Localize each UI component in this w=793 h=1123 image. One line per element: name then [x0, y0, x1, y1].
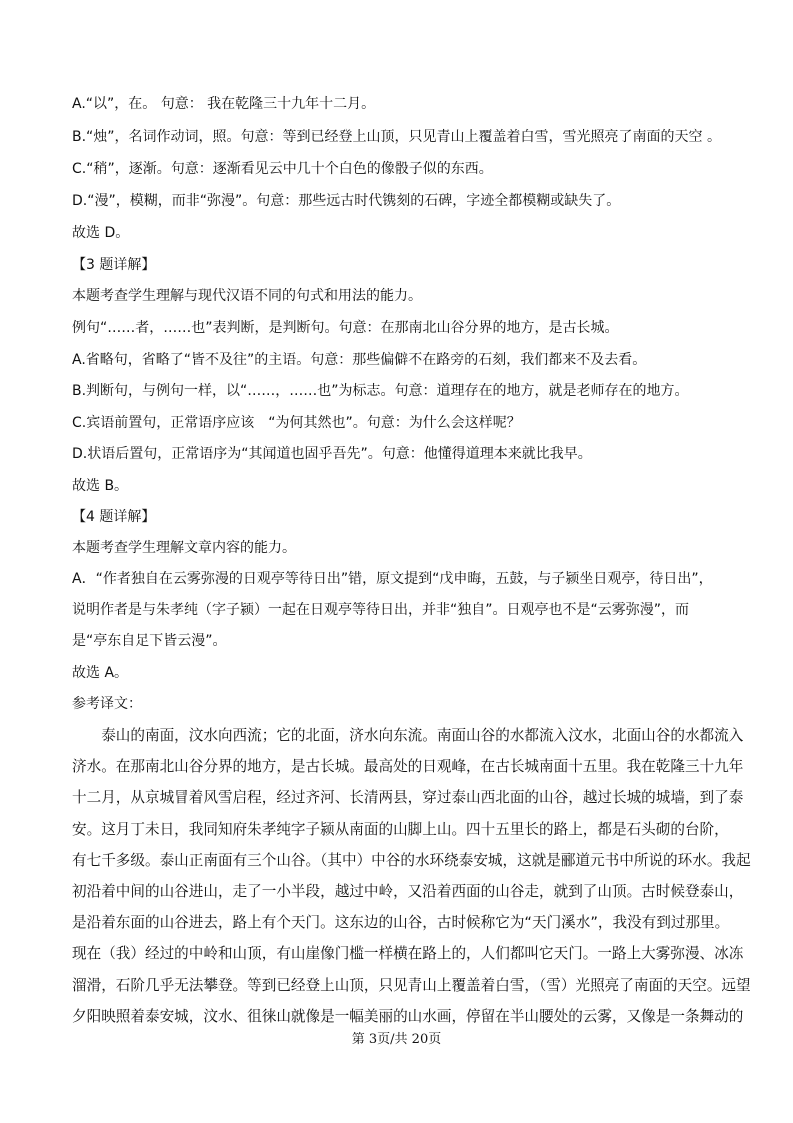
option-c-explanation: C.宾语前置句，正常语序应该 “为何其然也”。句意：为什么会这样呢？ [72, 415, 521, 431]
translation-line: 泰山的南面，汶水向西流；它的北面，济水向东流。南面山谷的水都流入汶水，北面山谷的水都流入 [72, 727, 744, 744]
answer-line: 故选 A。 [72, 665, 129, 681]
translation-line: 有七千多级。泰山正南面有三个山谷。（其中）中谷的水环绕泰安城，这就是郦道元书中所说的环水。我起 [72, 852, 751, 869]
translation-line: 溜滑，石阶几乎无法攀登。等到已经登上山顶，只见青山上覆盖着白雪，（雪）光照亮了南面的天空。远望 [72, 977, 751, 994]
option-a-explanation: A.省略句，省略了“皆不及往”的主语。句意：那些偏僻不在路旁的石刻，我们都来不及去看。 [72, 352, 647, 368]
option-d-explanation: D.状语后置句，正常语序为“其闻道也固乎吾先”。句意：他懂得道理本来就比我早。 [72, 446, 592, 462]
option-a-explanation: A．“作者独自在云雾弥漫的日观亭等待日出”错，原文提到“戊申晦，五鼓，与子颍坐日观亭，待日出”， [72, 571, 713, 587]
option-a-explanation: A.“以”，在。 句意： 我在乾隆三十九年十二月。 [72, 96, 376, 112]
section-heading: 【3 题详解】 [72, 257, 156, 273]
translation-line: 安。这月丁未日，我同知府朱孝纯字子颍从南面的山脚上山。四十五里长的路上，都是石头砌的台阶， [72, 821, 729, 838]
translation-heading: 参考译文： [72, 696, 142, 712]
option-b-explanation: B.判断句，与例句一样，以“……，……也”为标志。句意：道理存在的地方，就是老师存在的地方。 [72, 383, 689, 399]
translation-line: 十二月，从京城冒着风雪启程，经过齐河、长清两县，穿过泰山西北面的山谷，越过长城的城墙，到了泰 [72, 789, 744, 806]
option-b-explanation: B.“烛”，名词作动词，照。句意：等到已经登上山顶，只见青山上覆盖着白雪，雪光照亮了南面的天空 。 [72, 129, 722, 145]
option-a-explanation-cont: 是“亭东自足下皆云漫”。 [72, 633, 227, 649]
translation-line: 济水。在那南北山谷分界的地方，是古长城。最高处的日观峰，在古长城南面十五里。我在乾隆三十九年 [72, 758, 744, 775]
example-sentence: 例句“……者，……也”表判断，是判断句。句意：在那南北山谷分界的地方，是古长城。 [72, 320, 619, 336]
section-heading: 【4 题详解】 [72, 509, 156, 525]
answer-line: 故选 D。 [72, 225, 130, 241]
translation-line: 夕阳映照着泰安城，汶水、徂徕山就像是一幅美丽的山水画，停留在半山腰处的云雾，又像是一条舞动的 [72, 1008, 744, 1025]
question-intro: 本题考查学生理解与现代汉语不同的句式和用法的能力。 [72, 288, 422, 304]
option-a-explanation-cont: 说明作者是与朱孝纯（字子颍）一起在日观亭等待日出，并非“独自”。日观亭也不是“云雾弥漫”，而 [72, 602, 690, 618]
answer-line: 故选 B。 [72, 478, 129, 494]
option-d-explanation: D.“漫”，模糊，而非“弥漫”。句意：那些远古时代镌刻的石碑，字迹全都模糊或缺失了。 [72, 193, 621, 209]
translation-line: 是沿着东面的山谷进去，路上有个天门。这东边的山谷，古时候称它为“天门溪水”，我没有到过那里。 [72, 914, 730, 931]
question-intro: 本题考查学生理解文章内容的能力。 [72, 540, 296, 556]
option-c-explanation: C.“稍”，逐渐。句意：逐渐看见云中几十个白色的像骰子似的东西。 [72, 161, 493, 177]
translation-line: 初沿着中间的山谷进山，走了一小半段，越过中岭，又沿着西面的山谷走，就到了山顶。古时候登泰山， [72, 883, 744, 900]
translation-line: 现在（我）经过的中岭和山顶，有山崖像门槛一样横在路上的，人们都叫它天门。一路上大雾弥漫、冰冻 [72, 945, 744, 962]
page-number: 第 3页/共 20页 [351, 1032, 442, 1047]
